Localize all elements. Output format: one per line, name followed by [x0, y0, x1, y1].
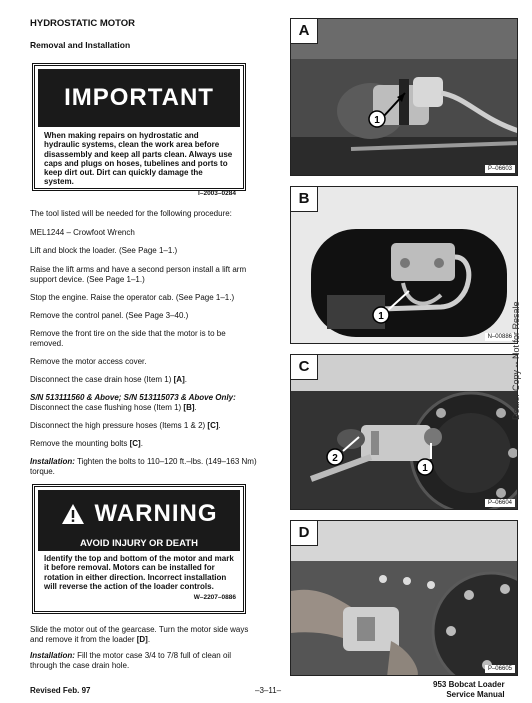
- photo-a: [291, 19, 518, 176]
- important-notice: [32, 63, 246, 197]
- panel-ref-d: P–06605: [485, 665, 515, 673]
- warning-notice: [32, 484, 246, 614]
- footer-page-number: –3–11–: [255, 686, 282, 695]
- step-high-pressure: Disconnect the high pressure hoses (Items 1 & 2) [C].: [30, 421, 221, 430]
- panel-label-a: A: [291, 19, 318, 44]
- panel-ref-a: P–06603: [485, 165, 515, 173]
- step-slide-motor: Slide the motor out of the gearcase. Turn the motor side ways and remove it from the loader [D].: [30, 625, 249, 644]
- step-lift: Lift and block the loader. (See Page 1–1.): [30, 246, 178, 255]
- figure-panel-c: [290, 354, 518, 510]
- figure-panel-d: [290, 520, 518, 676]
- callout-c-2: 2: [332, 453, 338, 464]
- step-mounting-bolts: Remove the mounting bolts [C].: [30, 439, 143, 448]
- step-access-cover: Remove the motor access cover.: [30, 357, 147, 366]
- footer-revised: Revised Feb. 97: [30, 686, 91, 695]
- section-title: HYDROSTATIC MOTOR: [30, 18, 136, 29]
- step-fill-oil: Installation: Fill the motor case 3/4 to 7/8 full of clean oil through the case drain hole.: [30, 651, 231, 670]
- photo-c: [291, 355, 518, 510]
- figure-panel-a: [290, 18, 518, 176]
- step-tools: The tool listed will be needed for the following procedure:: [30, 209, 232, 218]
- photo-b: [291, 187, 518, 344]
- panel-ref-b: N–00886: [485, 333, 515, 341]
- step-case-drain: Disconnect the case drain hose (Item 1) [A].: [30, 375, 187, 384]
- figure-panel-b: [290, 186, 518, 344]
- warning-code: W–2207–0886: [193, 594, 236, 602]
- section-subtitle: Removal and Installation: [30, 40, 131, 50]
- important-text: When making repairs on hydrostatic and hydraulic systems, clean the work area before disassembly and keep all parts clean. Always use caps and plugs on hoses, tubelines and ports to keep dirt out. Dirt can quickly damage the system.: [44, 131, 233, 187]
- footer-manual-title: 953 Bobcat Loader Service Manual: [433, 680, 505, 699]
- step-tire: Remove the front tire on the side that the motor is to be removed.: [30, 329, 226, 348]
- callout-b-1: 1: [378, 311, 384, 322]
- callout-a-1: 1: [374, 115, 380, 126]
- panel-label-d: D: [291, 521, 318, 546]
- panel-ref-c: P–06604: [485, 499, 515, 507]
- photo-d: [291, 521, 518, 676]
- callout-c-1: 1: [422, 463, 428, 474]
- dealer-copy-watermark: Dealer Copy -- Not for Resale: [511, 301, 521, 420]
- warning-title: WARNING: [94, 500, 218, 527]
- panel-label-b: B: [291, 187, 318, 212]
- step-control-panel: Remove the control panel. (See Page 3–40.): [30, 311, 189, 320]
- step-tool-item: MEL1244 – Crowfoot Wrench: [30, 228, 135, 237]
- step-flushing-hose: S/N 513111560 & Above; S/N 513115073 & Above Only: Disconnect the case flushing hose (Item 1) [B].: [30, 393, 236, 412]
- step-support: Raise the lift arms and have a second person install a lift arm support device. (See Page 1–1.): [30, 265, 247, 284]
- warning-triangle-icon: [61, 503, 85, 525]
- warning-subtitle: AVOID INJURY OR DEATH: [38, 537, 240, 551]
- panel-label-c: C: [291, 355, 318, 380]
- important-code: I–2003–0284: [198, 189, 236, 197]
- important-title: IMPORTANT: [38, 69, 240, 127]
- step-stop-engine: Stop the engine. Raise the operator cab. (See Page 1–1.): [30, 293, 235, 302]
- warning-text: Identify the top and bottom of the motor and mark it before removal. Motors can be installed for rotation in either direction. Incorrect installation will reverse the action of the loader controls.: [44, 554, 234, 591]
- step-torque: Installation: Tighten the bolts to 110–120 ft.–lbs. (149–163 Nm) torque.: [30, 457, 257, 476]
